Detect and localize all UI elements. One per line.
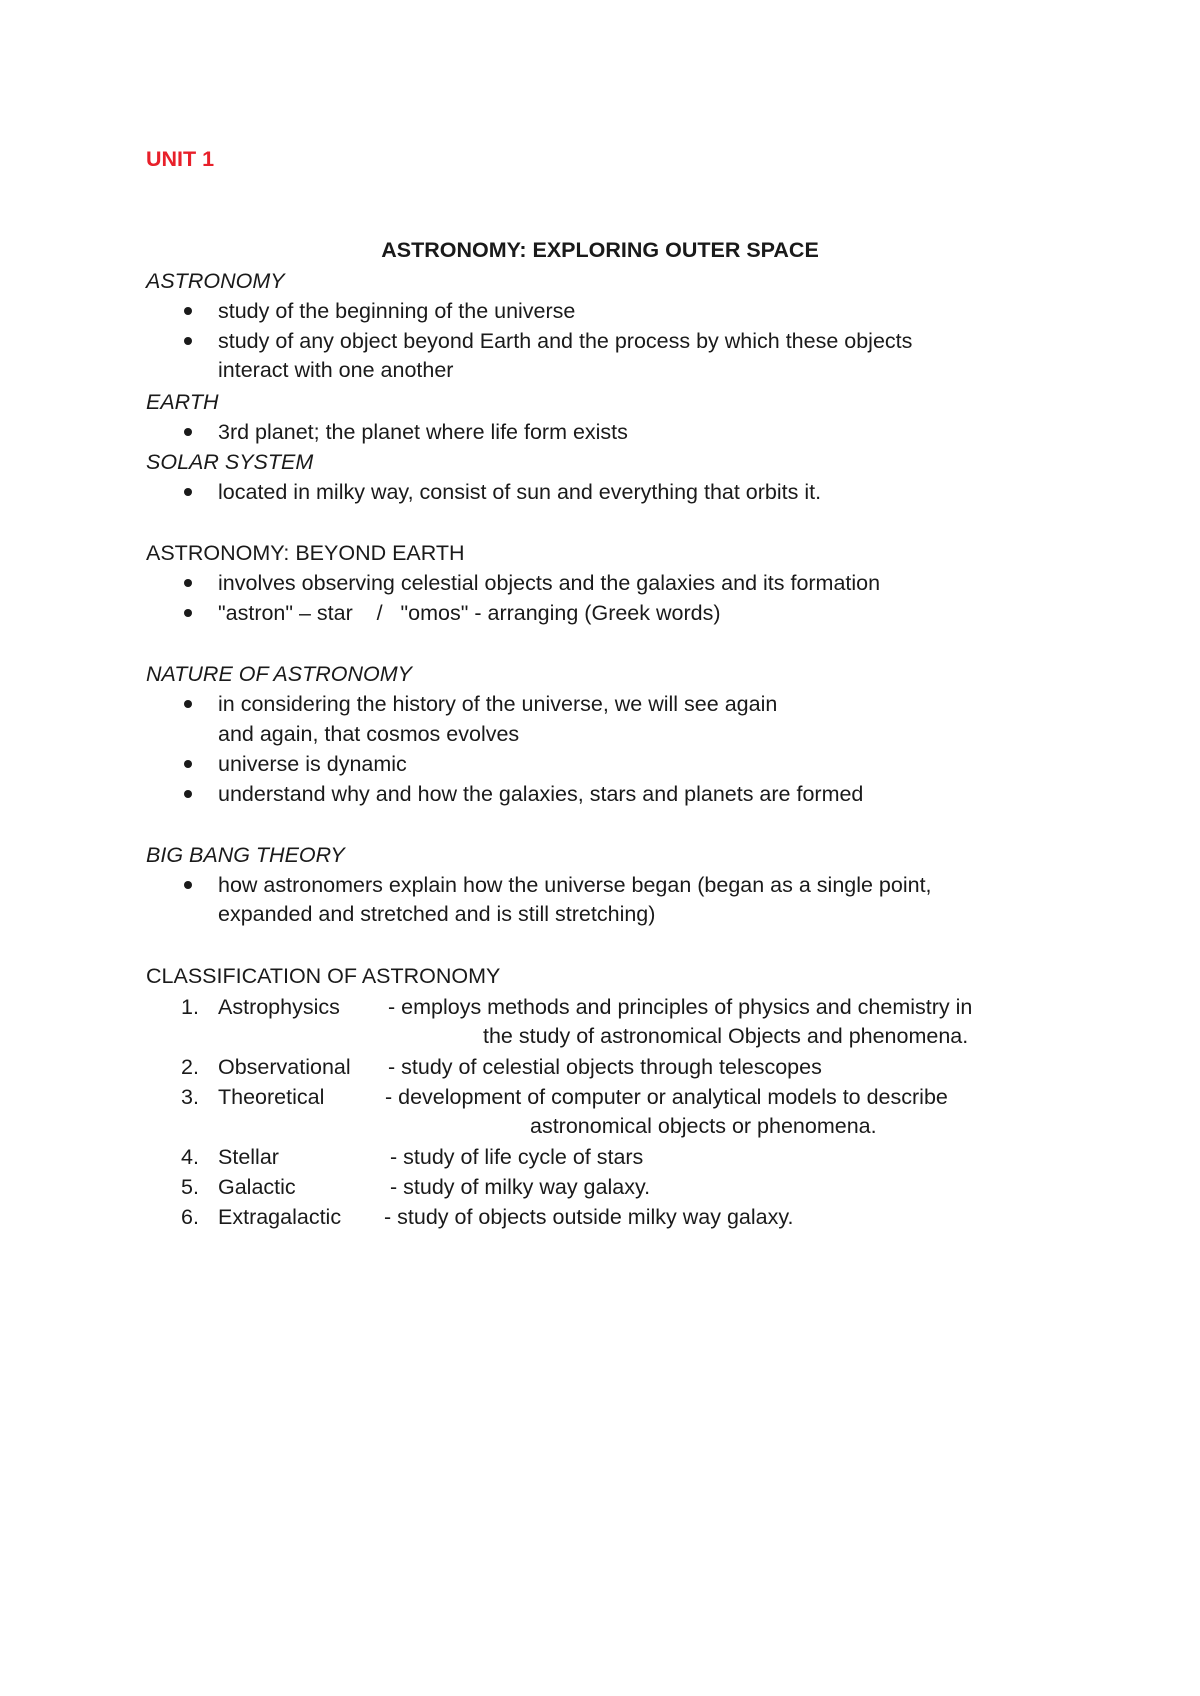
classification-desc: - development of computer or analytical models to describe (385, 1085, 948, 1109)
classification-desc: - study of celestial objects through telescopes (388, 1055, 822, 1079)
list-number: 3. (181, 1085, 199, 1109)
classification-desc-cont: astronomical objects or phenomena. (530, 1114, 877, 1138)
list-number: 5. (181, 1175, 199, 1199)
beyond-bullet-2: "astron" – star / "omos" - arranging (Greek words) (218, 601, 721, 625)
bullet-icon (184, 337, 192, 345)
astronomy-bullet-2-line-1: study of any object beyond Earth and the process by which these objects (218, 329, 913, 353)
list-number: 1. (181, 995, 199, 1019)
list-number: 2. (181, 1055, 199, 1079)
classification-term: Stellar (218, 1145, 279, 1169)
heading-astronomy: ASTRONOMY (146, 269, 285, 293)
bullet-icon (184, 609, 192, 617)
classification-term: Extragalactic (218, 1205, 342, 1229)
nature-bullet-1-line-2: and again, that cosmos evolves (218, 722, 520, 746)
bigbang-bullet-1-line-1: how astronomers explain how the universe began (began as a single point, (218, 873, 932, 897)
bullet-icon (184, 428, 192, 436)
bullet-icon (184, 881, 192, 889)
nature-bullet-3: understand why and how the galaxies, stars and planets are formed (218, 782, 864, 806)
heading-big-bang: BIG BANG THEORY (146, 843, 345, 867)
heading-classification: CLASSIFICATION OF ASTRONOMY (146, 964, 501, 988)
astronomy-bullet-2-line-2: interact with one another (218, 358, 454, 382)
solar-bullet-1: located in milky way, consist of sun and everything that orbits it. (218, 480, 822, 504)
list-number: 6. (181, 1205, 199, 1229)
bullet-icon (184, 579, 192, 587)
heading-beyond-earth: ASTRONOMY: BEYOND EARTH (146, 541, 465, 565)
heading-nature: NATURE OF ASTRONOMY (146, 662, 412, 686)
bullet-icon (184, 760, 192, 768)
unit-label: UNIT 1 (146, 147, 215, 171)
classification-term: Galactic (218, 1175, 296, 1199)
nature-bullet-1-line-1: in considering the history of the universe, we will see again (218, 692, 778, 716)
heading-earth: EARTH (146, 390, 219, 414)
classification-term: Theoretical (218, 1085, 325, 1109)
heading-solar-system: SOLAR SYSTEM (146, 450, 314, 474)
beyond-bullet-1: involves observing celestial objects and the galaxies and its formation (218, 571, 881, 595)
classification-term: Observational (218, 1055, 351, 1079)
bullet-icon (184, 790, 192, 798)
classification-desc: - study of milky way galaxy. (390, 1175, 651, 1199)
earth-bullet-1: 3rd planet; the planet where life form exists (218, 420, 628, 444)
bullet-icon (184, 700, 192, 708)
classification-term: Astrophysics (218, 995, 340, 1019)
classification-desc: - employs methods and principles of physics and chemistry in (388, 995, 973, 1019)
bigbang-bullet-1-line-2: expanded and stretched and is still stretching) (218, 902, 656, 926)
bullet-icon (184, 488, 192, 496)
nature-bullet-2: universe is dynamic (218, 752, 407, 776)
classification-desc: - study of life cycle of stars (390, 1145, 644, 1169)
document-title: ASTRONOMY: EXPLORING OUTER SPACE (381, 238, 819, 262)
astronomy-bullet-1: study of the beginning of the universe (218, 299, 576, 323)
bullet-icon (184, 307, 192, 315)
classification-desc-cont: the study of astronomical Objects and phenomena. (483, 1024, 969, 1048)
list-number: 4. (181, 1145, 199, 1169)
classification-desc: - study of objects outside milky way galaxy. (384, 1205, 794, 1229)
